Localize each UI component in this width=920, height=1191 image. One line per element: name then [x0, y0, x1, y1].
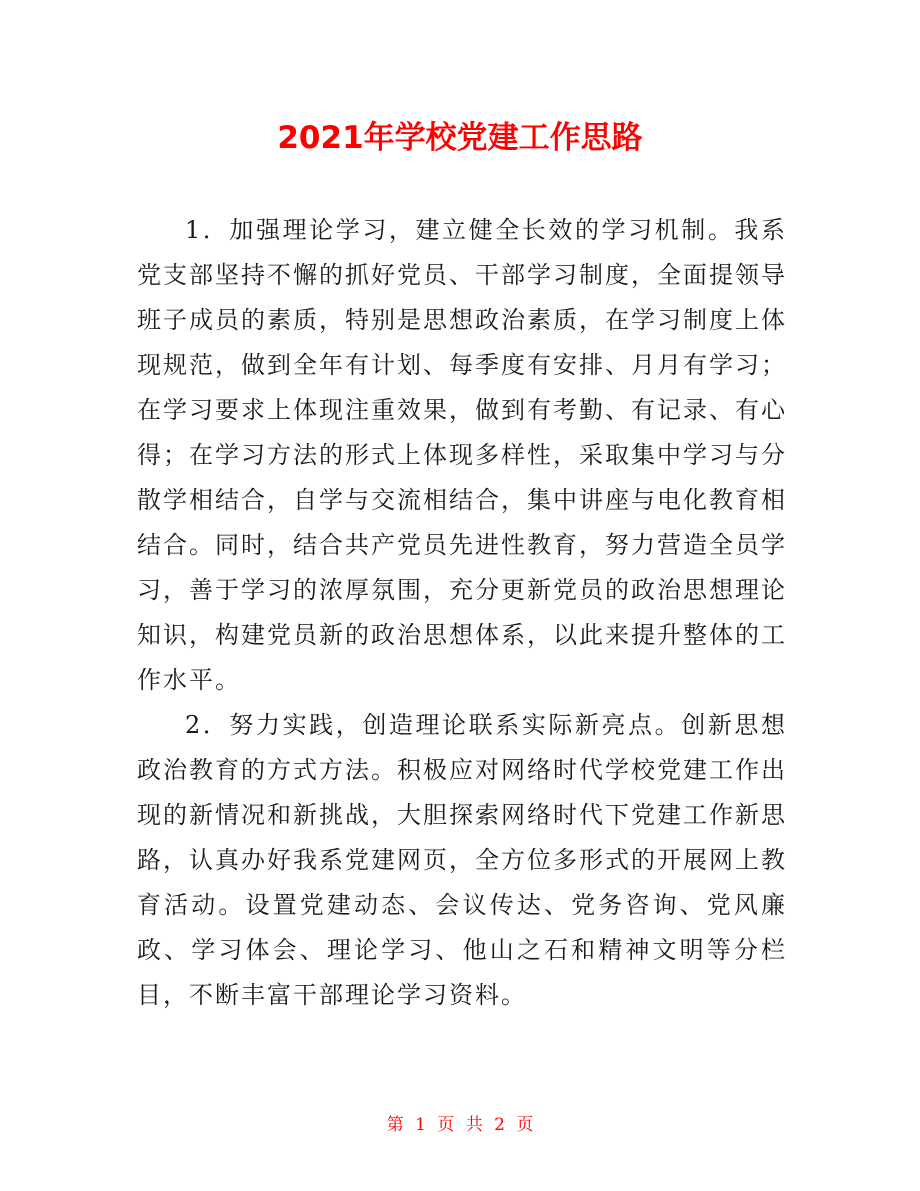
body-paragraph-1: 1．加强理论学习，建立健全长效的学习机制。我系党支部坚持不懈的抓好党员、干部学习制度，全面提领导班子成员的素质，特别是思想政治素质，在学习制度上体现规范，做到全年有计划、每季度有安排、月月有学习；在学习要求上体现注重效果，做到有考勤、有记录、有心得；在学习方法的形式上体现多样性，采取集中学习与分散学相结合，自学与交流相结合，集中讲座与电化教育相结合。同时，结合共产党员先进性教育，努力营造全员学习，善于学习的浓厚氛围，充分更新党员的政治思想理论知识，构建党员新的政治思想体系，以此来提升整体的工作水平。: [137, 216, 787, 694]
document-body: [137, 208, 787, 1018]
body-paragraph-2: 2．努力实践，创造理论联系实际新亮点。创新思想政治教育的方式方法。积极应对网络时代学校党建工作出现的新情况和新挑战，大胆探索网络时代下党建工作新思路，认真办好我系党建网页，全方位多形式的开展网上教育活动。设置党建动态、会议传达、党务咨询、党风廉政、学习体会、理论学习、他山之石和精神文明等分栏目，不断丰富干部理论学习资料。: [137, 711, 787, 1009]
page-number-footer: 第 1 页 共 2 页: [386, 1115, 534, 1135]
document-title: 2021年学校党建工作思路: [277, 120, 643, 156]
